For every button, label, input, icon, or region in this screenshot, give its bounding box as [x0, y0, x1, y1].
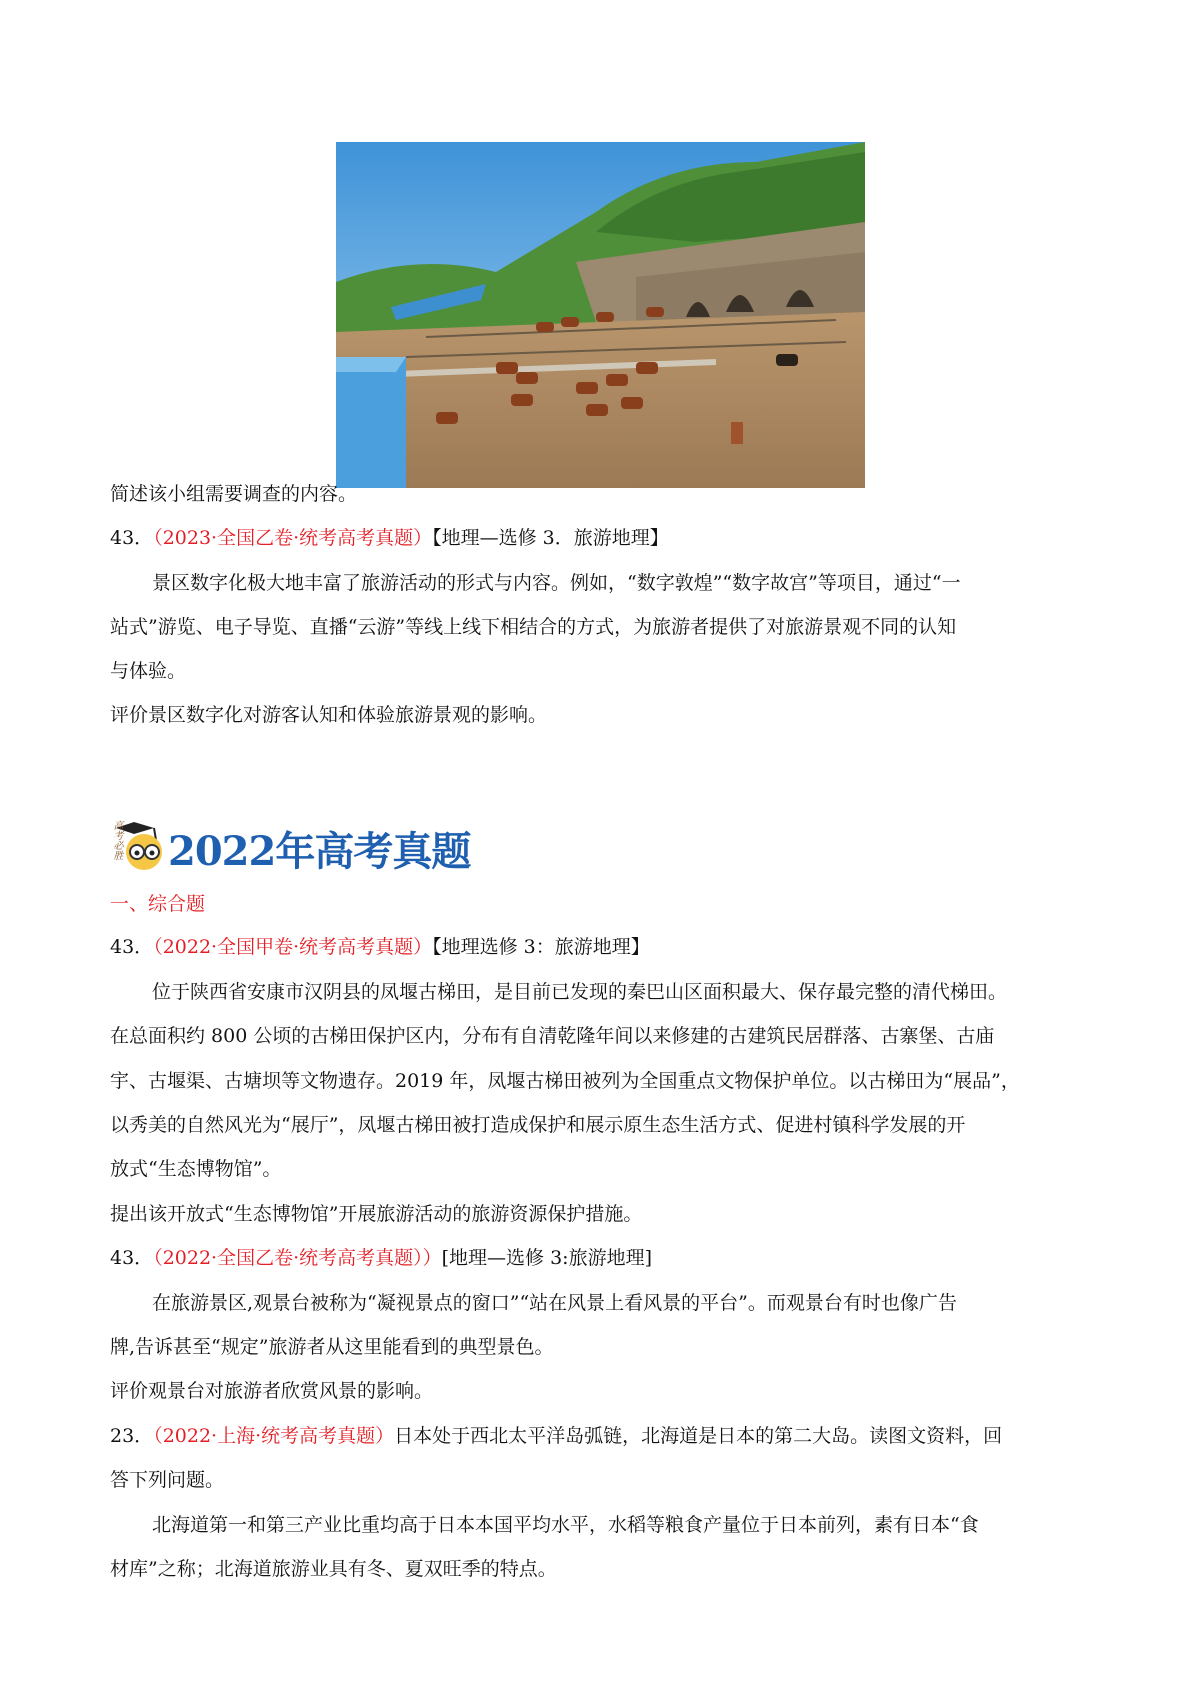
question-number: 43．	[110, 527, 154, 549]
question-lead-continued: 答下列问题。	[110, 1469, 225, 1491]
farm-photo-drawing	[336, 142, 865, 488]
question-lead: 日本处于西北太平洋岛弧链，北海道是日本的第二大岛。读图文资料，回	[394, 1425, 1003, 1447]
question-header	[110, 933, 650, 961]
paragraph-line: 位于陕西省安康市汉阴县的凤堰古梯田，是目前已发现的秦巴山区面积最大、保存最完整的清代梯田。	[152, 981, 1008, 1003]
question-prompt: 评价景区数字化对游客认知和体验旅游景观的影响。	[110, 704, 548, 726]
paragraph-line: 材库”之称；北海道旅游业具有冬、夏双旺季的特点。	[110, 1558, 557, 1580]
question-source: （2022·全国甲卷·统考高考真题）	[153, 936, 433, 958]
paragraph-line: 在旅游景区,观景台被称为“凝视景点的窗口”“站在风景上看风景的平台”。而观景台有时也像广告	[152, 1292, 957, 1314]
paragraph-line: 北海道第一和第三产业比重均高于日本本国平均水平，水稻等粮食产量位于日本前列，素有日本“食	[152, 1514, 979, 1536]
section-subtitle: 一、综合题	[110, 893, 206, 915]
question-tag: 【地理—选修 3．旅游地理】	[432, 527, 669, 549]
question-number: 43．	[110, 1247, 154, 1269]
paragraph-line: 宇、古堰渠、古塘坝等文物遗存。2019 年，凤堰古梯田被列为全国重点文物保护单位。以古梯田为“展品”，	[110, 1070, 1020, 1092]
paragraph-line: 景区数字化极大地丰富了旅游活动的形式与内容。例如，“数字敦煌”“数字故宫”等项目，通过“一	[152, 572, 961, 594]
farm-photo	[336, 142, 865, 488]
section-title: 2022年高考真题	[168, 828, 471, 875]
question-number: 43．	[110, 936, 154, 958]
badge-text: 高考必胜	[111, 820, 122, 860]
question-source: （2022·上海·统考高考真题）	[153, 1425, 395, 1447]
question-header	[110, 524, 669, 552]
top-question: 简述该小组需要调查的内容。	[110, 483, 358, 505]
question-header	[110, 1244, 652, 1272]
paragraph-line: 在总面积约 800 公顷的古梯田保护区内，分布有自清乾隆年间以来修建的古建筑民居群落、古寨堡、古庙	[110, 1025, 995, 1047]
question-header	[110, 1422, 1002, 1450]
paragraph-line: 以秀美的自然风光为“展厅”，凤堰古梯田被打造成保护和展示原生态生活方式、促进村镇科学发展的开	[110, 1114, 966, 1136]
question-prompt: 评价观景台对旅游者欣赏风景的影响。	[110, 1380, 434, 1402]
paragraph-line: 牌,告诉甚至“规定”旅游者从这里能看到的典型景色。	[110, 1336, 554, 1358]
paragraph-line: 站式”游览、电子导览、直播“云游”等线上线下相结合的方式，为旅游者提供了对旅游景观不同的认知	[110, 616, 957, 638]
question-prompt: 提出该开放式“生态博物馆”开展旅游活动的旅游资源保护措施。	[110, 1203, 643, 1225]
paragraph-line: 放式“生态博物馆”。	[110, 1158, 282, 1180]
question-number: 23．	[110, 1425, 154, 1447]
paragraph-line: 与体验。	[110, 660, 187, 682]
question-source: （2022·全国乙卷·统考高考真题））	[153, 1247, 442, 1269]
question-source: （2023·全国乙卷·统考高考真题）	[153, 527, 433, 549]
question-tag: [地理—选修 3:旅游地理]	[441, 1247, 652, 1269]
question-tag: 【地理选修 3：旅游地理】	[432, 936, 650, 958]
